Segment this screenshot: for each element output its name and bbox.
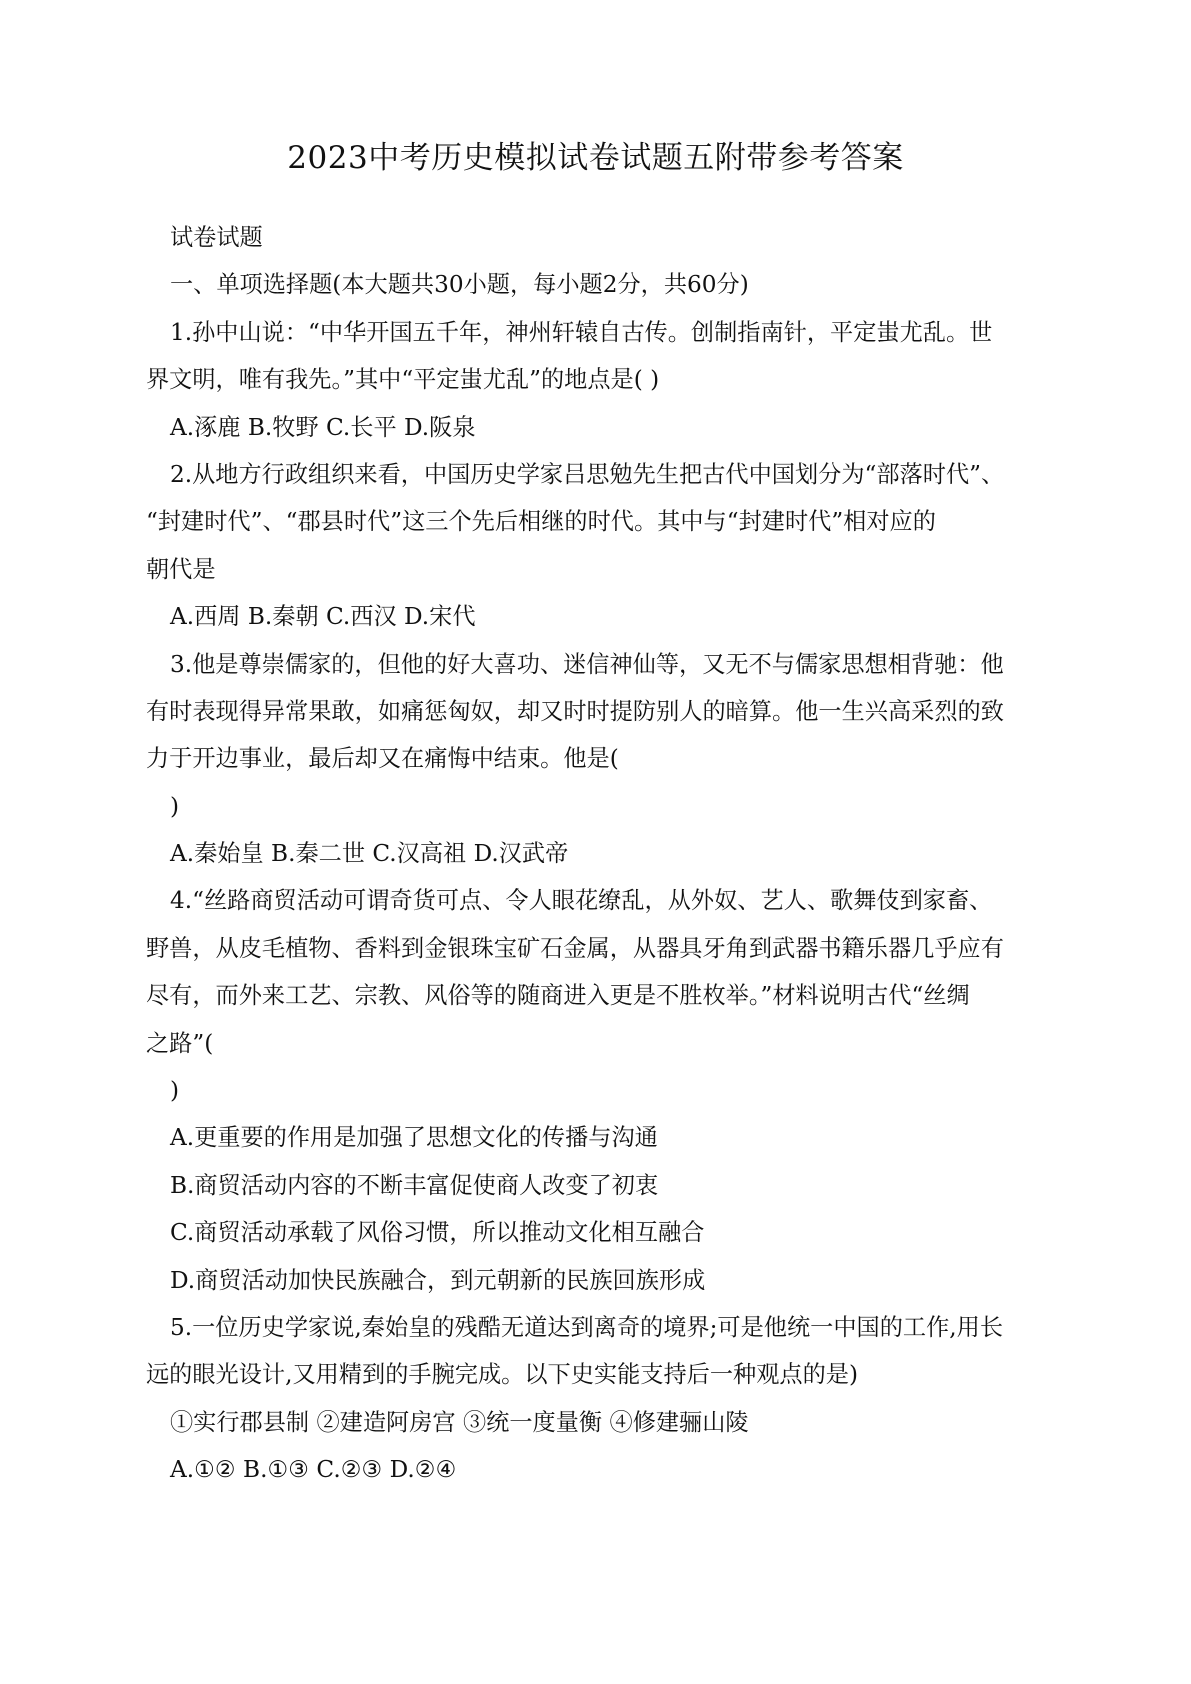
- question-5-text: 5.一位历史学家说,秦始皇的残酷无道达到离奇的境界;可是他统一中国的工作,用长: [170, 1313, 1004, 1341]
- question-4-text-cont: 野兽，从皮毛植物、香料到金银珠宝矿石金属，从器具牙角到武器书籍乐器几乎应有: [146, 934, 1004, 962]
- question-2-text-cont: “封建时代”、“郡县时代”这三个先后相继的时代。其中与“封建时代”相对应的: [146, 508, 936, 536]
- section-label: 试卷试题: [170, 224, 263, 251]
- question-2-text-cont: 朝代是: [146, 555, 216, 583]
- question-5-text-cont: 远的眼光设计,又用精到的手腕完成。以下史实能支持后一种观点的是): [146, 1361, 859, 1389]
- question-1-text-cont: 界文明，唯有我先。”其中“平定蚩尤乱”的地点是( ): [146, 366, 660, 394]
- question-4-option-d: D.商贸活动加快民族融合，到元朝新的民族回族形成: [170, 1266, 706, 1294]
- question-5-options: A.①② B.①③ C.②③ D.②④: [170, 1456, 457, 1484]
- document-body: [146, 214, 1052, 1494]
- question-3-paren: ): [170, 792, 180, 820]
- question-1-options: A.涿鹿 B.牧野 C.长平 D.阪泉: [170, 413, 476, 441]
- question-5-statements: ①实行郡县制 ②建造阿房宫 ③统一度量衡 ④修建骊山陵: [170, 1408, 749, 1436]
- question-3-text-cont: 有时表现得异常果敢，如痛惩匈奴，却又时时提防别人的暗算。他一生兴高采烈的致: [146, 697, 1004, 725]
- question-4-option-b: B.商贸活动内容的不断丰富促使商人改变了初衷: [170, 1171, 659, 1199]
- question-3-options: A.秦始皇 B.秦二世 C.汉高祖 D.汉武帝: [170, 840, 569, 868]
- section-heading: 一、单项选择题(本大题共30小题，每小题2分，共60分): [170, 271, 749, 299]
- question-1-text: 1.孙中山说：“中华开国五千年，神州轩辕自古传。创制指南针，平定蚩尤乱。世: [170, 318, 993, 346]
- question-2-text: 2.从地方行政组织来看，中国历史学家吕思勉先生把古代中国划分为“部落时代”、: [170, 460, 1005, 488]
- document-title: 2023中考历史模拟试卷试题五附带参考答案: [287, 140, 904, 176]
- question-4-text-cont: 之路”(: [146, 1029, 214, 1057]
- question-2-options: A.西周 B.秦朝 C.西汉 D.宋代: [170, 603, 476, 631]
- question-3-text: 3.他是尊崇儒家的，但他的好大喜功、迷信神仙等，又无不与儒家思想相背驰：他: [170, 650, 1004, 678]
- question-3-text-cont: 力于开边事业，最后却又在痛悔中结束。他是(: [146, 745, 619, 773]
- question-4-option-a: A.更重要的作用是加强了思想文化的传播与沟通: [170, 1124, 658, 1152]
- question-4-option-c: C.商贸活动承载了风俗习惯，所以推动文化相互融合: [170, 1219, 705, 1247]
- question-4-text: 4.“丝路商贸活动可谓奇货可点、令人眼花缭乱，从外奴、艺人、歌舞伎到家畜、: [170, 887, 993, 915]
- question-4-paren: ): [170, 1077, 180, 1105]
- question-4-text-cont: 尽有，而外来工艺、宗教、风俗等的随商进入更是不胜枚举。”材料说明古代“丝绸: [146, 982, 970, 1010]
